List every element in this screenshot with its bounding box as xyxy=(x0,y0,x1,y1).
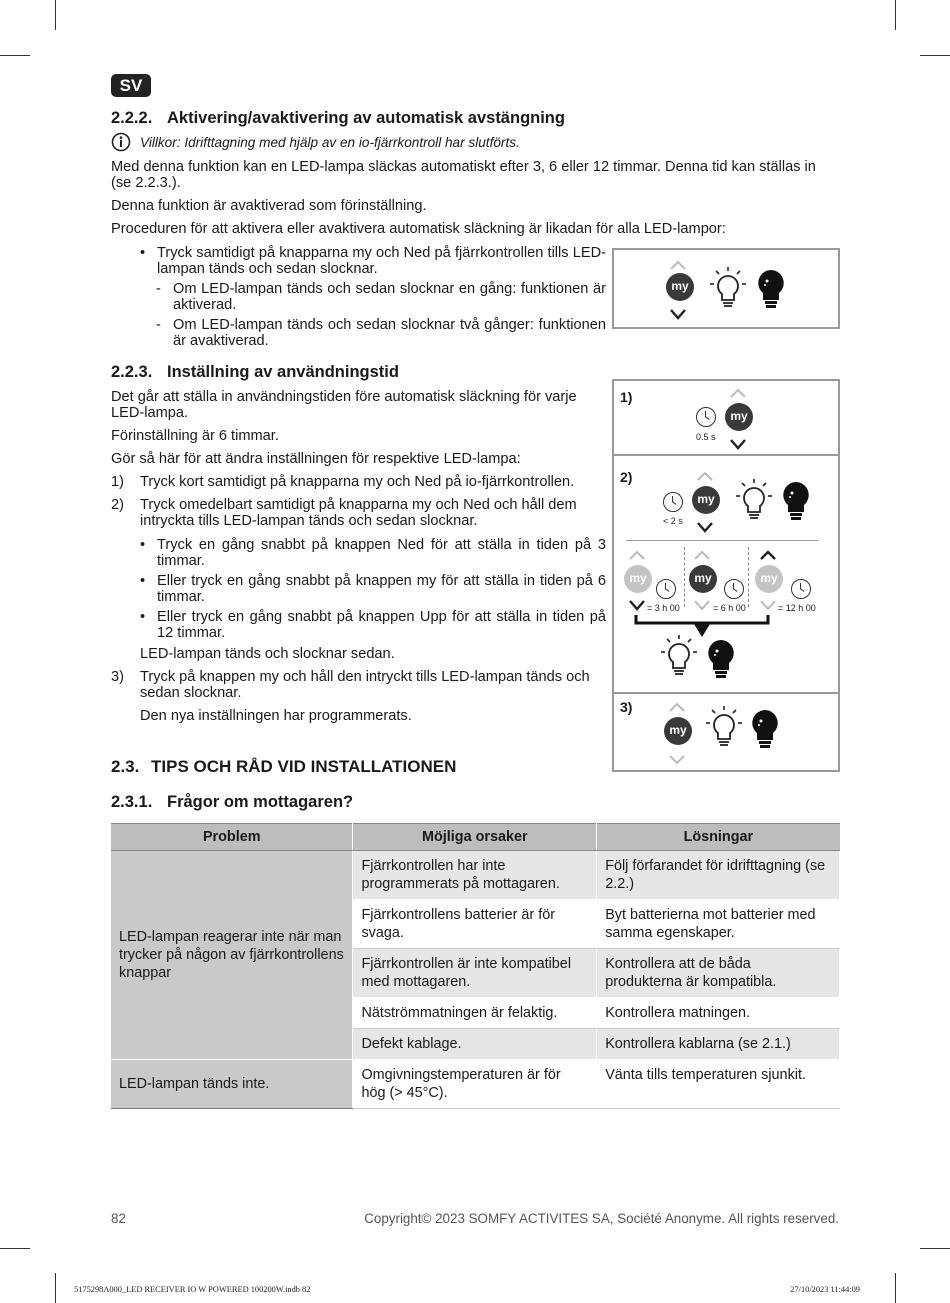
page-number: 82 xyxy=(111,1211,126,1226)
section-title: TIPS OCH RÅD VID INSTALLATIONEN xyxy=(151,757,457,776)
clock-icon xyxy=(656,579,676,599)
section-number: 2.3.1. xyxy=(111,793,153,811)
step-text: Tryck kort samtidigt på knapparna my och Ned på io-fjärrkontrollen. xyxy=(140,474,575,490)
chevron-up-icon xyxy=(693,547,711,565)
dash-item: - Om LED-lampan tänds och sedan slocknar en gång: funktionen är aktiverad. xyxy=(156,281,606,313)
section-heading-2-3 xyxy=(111,757,456,777)
table-row xyxy=(111,1060,840,1109)
chevron-up-icon xyxy=(729,385,747,403)
crop-mark xyxy=(55,0,56,30)
lightbulb-off-icon xyxy=(706,638,736,687)
paragraph: Den nya inställningen har programmerats. xyxy=(140,708,412,724)
duration-label: = 12 h 00 xyxy=(778,603,816,613)
column-header: Möjliga orsaker xyxy=(353,824,597,851)
chevron-down-icon xyxy=(759,598,777,616)
merge-arrow-icon xyxy=(634,615,774,648)
crop-mark xyxy=(895,0,896,30)
cause-cell: Fjärrkontrollen är inte kompatibel med mottagaren. xyxy=(353,949,597,998)
divider xyxy=(684,547,685,607)
section-number: 2.3. xyxy=(111,757,140,776)
print-slug: 5175298A000_LED RECEIVER IO W POWERED 100200W.indb 82 xyxy=(74,1285,311,1294)
solution-cell: Kontrollera matningen. xyxy=(597,998,840,1029)
lightbulb-off-icon xyxy=(750,708,780,757)
section-heading-2-2-2 xyxy=(111,109,565,128)
clock-icon xyxy=(663,492,683,512)
numbered-step: 1) Tryck kort samtidigt på knapparna my och Ned på io-fjärrkontrollen. xyxy=(111,474,606,490)
section-number: 2.2.3. xyxy=(111,363,153,381)
my-button-icon: my xyxy=(692,486,720,514)
bullet-text: Eller tryck en gång snabbt på knappen my för att ställa in tiden på 6 timmar. xyxy=(157,573,606,605)
numbered-step: 2) Tryck omedelbart samtidigt på knapparna my och Ned och håll dem intryckta tills LED-lampan tänds och sedan slocknar. xyxy=(111,497,606,529)
column-header: Lösningar xyxy=(597,824,840,851)
column-header: Problem xyxy=(111,824,353,851)
bullet-text: Tryck samtidigt på knapparna my och Ned på fjärrkontrollen tills LED-lampan tänds och sedan slocknar. xyxy=(157,245,606,277)
problem-cell: LED-lampan tänds inte. xyxy=(111,1060,353,1109)
lightbulb-off-icon xyxy=(781,480,811,529)
my-button-icon: my xyxy=(664,717,692,745)
my-button-icon: my xyxy=(755,565,783,593)
dash-item: - Om LED-lampan tänds och sedan slocknar två gånger: funktionen är avaktiverad. xyxy=(156,317,606,349)
divider xyxy=(614,454,838,456)
crop-mark xyxy=(920,1248,950,1249)
lightbulb-on-icon xyxy=(708,266,748,317)
step-text: Tryck på knappen my och håll den intryckt tills LED-lampan tänds och sedan slocknar. xyxy=(140,669,590,701)
crop-mark xyxy=(55,1273,56,1303)
section-number: 2.2.2. xyxy=(111,109,153,127)
dash-text: Om LED-lampan tänds och sedan slocknar en gång: funktionen är aktiverad. xyxy=(173,281,606,313)
info-icon xyxy=(111,132,131,152)
cause-cell: Fjärrkontrollen har inte programmerats på mottagaren. xyxy=(353,851,597,900)
paragraph-text: Med denna funktion kan en LED-lampa släckas automatiskt efter 3, 6 eller 12 timmar. Denna tid kan ställas in (se 2.2.3.). xyxy=(111,159,816,191)
chevron-down-icon xyxy=(729,437,747,455)
dash-text: Om LED-lampan tänds och sedan slocknar två gånger: funktionen är avaktiverad. xyxy=(173,317,606,349)
figure-step-label: 2) xyxy=(620,469,633,485)
chevron-down-icon xyxy=(696,520,714,538)
chevron-down-icon xyxy=(668,751,686,769)
paragraph: Proceduren för att aktivera eller avaktivera automatisk släckning är likadan för alla LED-lampor: xyxy=(111,221,726,237)
lightbulb-on-icon xyxy=(704,705,744,756)
bullet-item: • Eller tryck en gång snabbt på knappen Upp för att ställa in tiden på 12 timmar. xyxy=(140,609,606,641)
bullet-item: • Eller tryck en gång snabbt på knappen my för att ställa in tiden på 6 timmar. xyxy=(140,573,606,605)
solution-cell: Följ förfarandet för idrifttagning (se 2.2.) xyxy=(597,851,840,900)
figure-step-label: 3) xyxy=(620,699,633,715)
language-badge: SV xyxy=(111,74,151,97)
solution-cell: Kontrollera kablarna (se 2.1.) xyxy=(597,1029,840,1060)
section-title: Inställning av användningstid xyxy=(167,363,399,381)
duration-label: < 2 s xyxy=(663,516,683,526)
copyright: Copyright© 2023 SOMFY ACTIVITES SA, Société Anonyme. All rights reserved. xyxy=(364,1211,839,1226)
chevron-up-icon xyxy=(759,547,777,565)
chevron-up-icon xyxy=(668,699,686,717)
print-timestamp: 27/10/2023 11:44:09 xyxy=(790,1285,860,1294)
paragraph: LED-lampan tänds och slocknar sedan. xyxy=(140,646,395,662)
table-header-row xyxy=(111,824,840,851)
my-button-icon: my xyxy=(666,273,694,301)
crop-mark xyxy=(895,1273,896,1303)
step-text: Tryck omedelbart samtidigt på knapparna my och Ned och håll dem intryckta tills LED-lampan tänds och sedan slocknar. xyxy=(140,497,577,529)
chevron-down-icon xyxy=(693,598,711,616)
problem-cell: LED-lampan reagerar inte när man trycker på någon av fjärrkontrollens knappar xyxy=(111,851,353,1060)
cause-cell: Omgivningstemperaturen är för hög (> 45°C). xyxy=(353,1060,597,1109)
duration-label: = 6 h 00 xyxy=(713,603,746,613)
duration-label: = 3 h 00 xyxy=(647,603,680,613)
crop-mark xyxy=(920,55,950,56)
duration-label: 0.5 s xyxy=(696,432,716,442)
paragraph: Denna funktion är avaktiverad som förinställning. xyxy=(111,198,427,214)
paragraph: Gör så här för att ändra inställningen för respektive LED-lampa: xyxy=(111,451,521,467)
section-heading-2-3-1 xyxy=(111,793,353,812)
lightbulb-on-icon xyxy=(734,478,774,529)
table-row xyxy=(111,851,840,900)
lightbulb-on-icon xyxy=(659,634,699,685)
bullet-item: • Tryck samtidigt på knapparna my och Ned på fjärrkontrollen tills LED-lampan tänds och sedan slocknar. xyxy=(140,245,606,277)
crop-mark xyxy=(0,1248,30,1249)
divider xyxy=(614,692,838,694)
clock-icon xyxy=(724,579,744,599)
divider xyxy=(626,540,818,541)
numbered-step: 3) Tryck på knappen my och håll den intryckt tills LED-lampan tänds och sedan slocknar. xyxy=(111,669,606,701)
cause-cell: Nätströmmatningen är felaktig. xyxy=(353,998,597,1029)
chevron-up-icon xyxy=(628,547,646,565)
chevron-down-icon xyxy=(628,598,646,616)
my-button-icon: my xyxy=(624,565,652,593)
solution-cell: Kontrollera att de båda produkterna är kompatibla. xyxy=(597,949,840,998)
paragraph: Förinställning är 6 timmar. xyxy=(111,428,279,444)
chevron-down-icon xyxy=(669,307,687,325)
figure-step-label: 1) xyxy=(620,389,633,405)
lightbulb-off-icon xyxy=(756,268,786,317)
bullet-text: Tryck en gång snabbt på knappen Ned för att ställa in tiden på 3 timmar. xyxy=(157,537,606,569)
troubleshooting-table xyxy=(111,823,840,1109)
section-title: Frågor om mottagaren? xyxy=(167,793,354,811)
clock-icon xyxy=(696,407,716,427)
cause-cell: Fjärrkontrollens batterier är för svaga. xyxy=(353,900,597,949)
bullet-item: • Tryck en gång snabbt på knappen Ned för att ställa in tiden på 3 timmar. xyxy=(140,537,606,569)
cause-cell: Defekt kablage. xyxy=(353,1029,597,1060)
section-heading-2-2-3 xyxy=(111,363,399,382)
paragraph: Det går att ställa in användningstiden före automatisk släckning för varje LED-lampa. xyxy=(111,389,577,421)
clock-icon xyxy=(791,579,811,599)
my-button-icon: my xyxy=(725,403,753,431)
divider xyxy=(748,547,749,607)
figure-remote-led xyxy=(612,248,840,329)
crop-mark xyxy=(0,55,30,56)
figure-duration-setting xyxy=(612,379,840,772)
bullet-text: Eller tryck en gång snabbt på knappen Upp för att ställa in tiden på 12 timmar. xyxy=(157,609,606,641)
paragraph xyxy=(111,159,840,191)
section-title: Aktivering/avaktivering av automatisk avstängning xyxy=(167,109,565,127)
condition-note: Villkor: Idrifttagning med hjälp av en io-fjärrkontroll har slutförts. xyxy=(140,135,520,150)
chevron-up-icon xyxy=(696,468,714,486)
my-button-icon: my xyxy=(689,565,717,593)
solution-cell: Byt batterierna mot batterier med samma egenskaper. xyxy=(597,900,840,949)
solution-cell: Vänta tills temperaturen sjunkit. xyxy=(597,1060,840,1109)
